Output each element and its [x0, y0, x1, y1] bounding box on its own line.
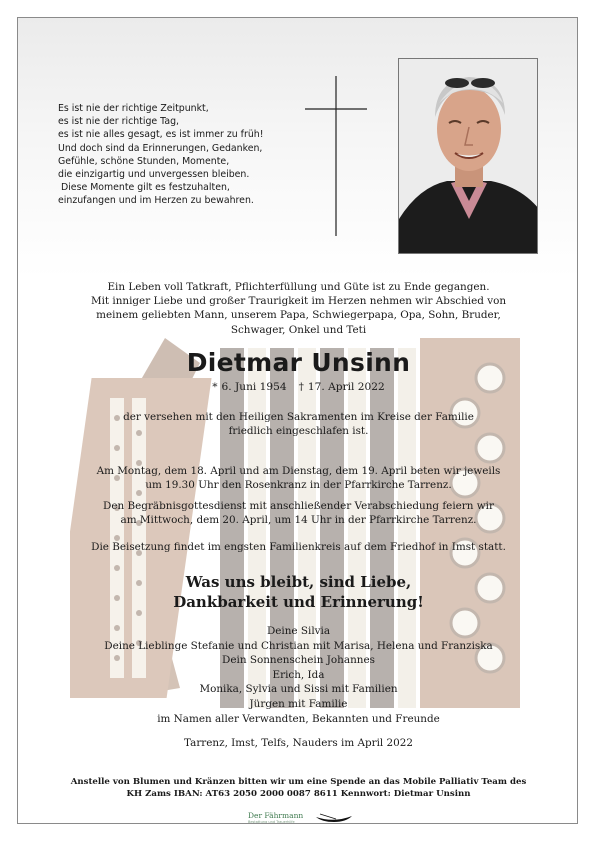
memorial-quote	[18, 572, 578, 612]
poem-line: die einzigartig und unvergessen bleiben.	[58, 169, 250, 181]
family-line: Dein Sonnenschein Johannes	[222, 654, 375, 667]
family-list	[18, 624, 578, 726]
family-line: Jürgen mit Familie	[249, 697, 348, 710]
poem-line: Es ist nie der richtige Zeitpunkt,	[58, 103, 209, 114]
boat-icon	[316, 813, 352, 823]
note-line: Anstelle von Blumen und Kränzen bitten wir um eine Spende an das Mobile Palliativ Team des	[70, 777, 527, 787]
intro-line: Ein Leben voll Tatkraft, Pflichterfüllung und Güte ist zu Ende gegangen.	[107, 281, 490, 293]
family-line: Erich, Ida	[272, 668, 325, 681]
paragraph-line: um 19.30 Uhr den Rosenkranz in der Pfarrkirche Tarrenz.	[145, 479, 452, 492]
paragraph-line: Die Beisetzung findet im engsten Familienkreis auf dem Friedhof in Imst statt.	[91, 541, 506, 553]
poem-line: Und doch sind da Erinnerungen, Gedanken,	[58, 142, 263, 154]
donation-note	[18, 776, 578, 800]
intro-line: meinem geliebten Mann, unserem Papa, Schwiegerpapa, Opa, Sohn, Bruder,	[96, 309, 501, 322]
quote-line: Dankbarkeit und Erinnerung!	[173, 593, 424, 611]
family-line: im Namen aller Verwandten, Bekannten und Freunde	[157, 712, 440, 725]
poem-line: es ist nie alles gesagt, es ist immer zu früh!	[58, 129, 264, 141]
deceased-name: Dietmar Unsinn	[186, 348, 411, 377]
note-line: KH Zams IBAN: AT63 2050 2000 0087 8611 Kennwort: Dietmar Unsinn	[126, 789, 471, 799]
quote-line: Was uns bleibt, sind Liebe,	[185, 573, 412, 591]
place-and-date: Tarrenz, Imst, Telfs, Nauders im April 2022	[184, 737, 413, 749]
paragraph-line: Den Begräbnisgottesdienst mit anschließender Verabschiedung feiern wir	[103, 500, 494, 512]
birth-date: 6. Juni 1954	[221, 381, 287, 393]
family-line: Deine Silvia	[266, 625, 331, 637]
paragraph-line: friedlich eingeschlafen ist.	[228, 425, 369, 438]
life-dates	[18, 381, 578, 393]
portrait-image	[399, 59, 538, 254]
parte-page	[17, 17, 578, 824]
sacraments-paragraph	[18, 410, 578, 438]
logo-name: Der Fährmann	[248, 811, 304, 820]
logo-tagline: Bestattung und Trauerhilfe	[248, 820, 295, 824]
poem-line: Gefühle, schöne Stunden, Momente,	[58, 155, 230, 167]
intro-line: Mit inniger Liebe und großer Traurigkeit im Herzen nehmen wir Abschied von	[90, 295, 507, 308]
funeral-home-logo	[248, 811, 368, 824]
paragraph-line: der versehen mit den Heiligen Sakramenten im Kreise der Familie	[123, 411, 474, 423]
cross-icon	[305, 76, 367, 236]
birth-symbol: *	[212, 381, 218, 393]
paragraph-line: am Mittwoch, dem 20. April, um 14 Uhr in der Pfarrkirche Tarrenz.	[120, 514, 477, 527]
death-date: 17. April 2022	[307, 381, 385, 393]
portrait-photo	[398, 58, 538, 254]
funeral-paragraph	[18, 499, 578, 527]
family-line: Monika, Sylvia und Sissi mit Familien	[199, 683, 398, 696]
burial-paragraph	[18, 540, 578, 554]
poem-line: es ist nie der richtige Tag,	[58, 116, 180, 128]
intro-line: Schwager, Onkel und Teti	[230, 323, 367, 336]
rosary-paragraph	[18, 464, 578, 492]
paragraph-line: Am Montag, dem 18. April und am Dienstag, dem 19. April beten wir jeweils	[96, 465, 501, 477]
death-symbol: †	[298, 381, 304, 393]
family-line: Deine Lieblinge Stefanie und Christian mit Marisa, Helena und Franziska	[104, 639, 493, 652]
poem-line: einzufangen und im Herzen zu bewahren.	[58, 195, 254, 207]
poem-line: Diese Momente gilt es festzuhalten,	[58, 182, 230, 194]
poem-block	[58, 102, 298, 208]
intro-text	[18, 280, 578, 337]
